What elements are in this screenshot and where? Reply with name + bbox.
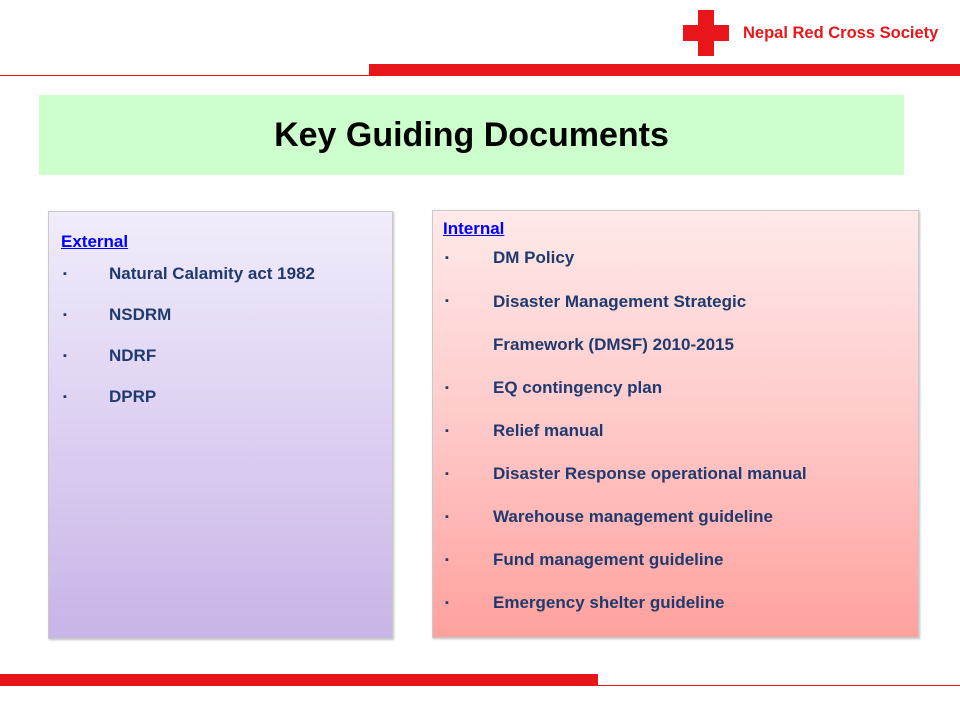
internal-heading: Internal	[443, 219, 505, 238]
list-item	[443, 291, 918, 354]
list-item	[443, 464, 918, 484]
list-item	[61, 346, 392, 366]
bottom-accent-bar	[0, 674, 598, 686]
list-item	[443, 378, 918, 398]
red-cross-icon	[683, 10, 729, 56]
bullet-icon: ▪	[445, 511, 449, 523]
bullet-icon: ▪	[445, 295, 449, 307]
list-item-text: Disaster Response operational manual	[493, 464, 807, 483]
list-item-text: Emergency shelter guideline	[493, 593, 725, 612]
internal-documents-box	[432, 210, 919, 638]
list-item-text: DPRP	[109, 387, 157, 406]
external-documents-box	[48, 211, 393, 639]
bullet-icon: ▪	[445, 597, 449, 609]
list-item-text: Disaster Management Strategic Framework (DMSF) 2010-2015	[493, 292, 747, 354]
list-item-text: Fund management guideline	[493, 550, 724, 569]
list-item	[443, 421, 918, 441]
list-item	[443, 248, 918, 268]
external-list	[61, 264, 392, 407]
list-item	[443, 593, 918, 613]
top-accent-line	[0, 75, 369, 76]
bullet-icon: ▪	[445, 382, 449, 394]
org-logo	[683, 8, 960, 58]
title-band	[39, 95, 904, 175]
list-item-text: Natural Calamity act 1982	[109, 264, 315, 283]
list-item-text: DM Policy	[493, 248, 575, 267]
list-item	[61, 305, 392, 325]
bullet-icon: ▪	[445, 425, 449, 437]
bullet-icon: ▪	[63, 309, 67, 321]
list-item	[61, 387, 392, 407]
list-item-text: EQ contingency plan	[493, 378, 663, 397]
bullet-icon: ▪	[445, 554, 449, 566]
list-item-text: Warehouse management guideline	[493, 507, 773, 526]
external-heading: External	[61, 232, 129, 251]
slide-title: Key Guiding Documents	[274, 115, 669, 154]
list-item-text: Relief manual	[493, 421, 604, 440]
bullet-icon: ▪	[445, 252, 449, 264]
bullet-icon: ▪	[445, 468, 449, 480]
bottom-accent-line	[598, 685, 960, 686]
org-name: Nepal Red Cross Society	[743, 23, 939, 42]
bullet-icon: ▪	[63, 350, 67, 362]
list-item	[443, 507, 918, 527]
internal-list	[443, 248, 918, 613]
bullet-icon: ▪	[63, 268, 67, 280]
list-item-text: NSDRM	[109, 305, 172, 324]
bullet-icon: ▪	[63, 391, 67, 403]
list-item	[443, 550, 918, 570]
top-accent-bar	[369, 64, 960, 76]
list-item-text: NDRF	[109, 346, 157, 365]
list-item	[61, 264, 392, 284]
